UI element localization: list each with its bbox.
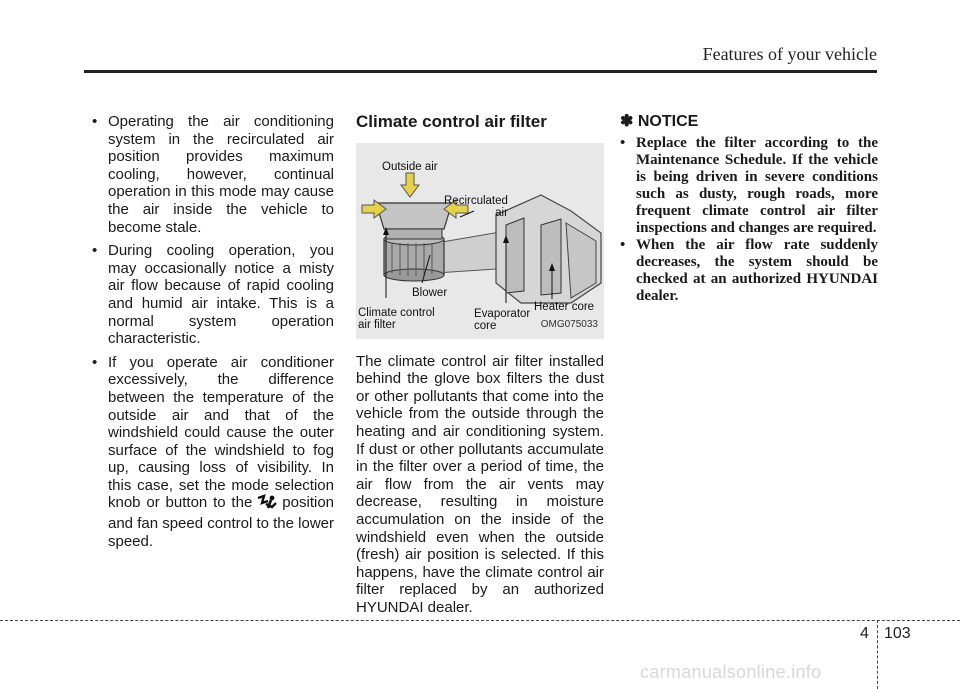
defrost-floor-mode-icon — [256, 494, 278, 515]
bullet-item: • During cooling operation, you may occasionally notice a misty air flow because of rapid cooling and humid air intake. This is a normal system operation characteristic. — [92, 242, 334, 348]
figure-label-blower: Blower — [412, 286, 448, 299]
page-number: 103 — [884, 625, 911, 642]
hvac-diagram — [356, 143, 604, 339]
notice-item: • When the air flow rate suddenly decreases, the system should be checked at an authorized HYUNDAI dealer. — [620, 237, 878, 305]
footer-vertical-rule — [877, 620, 878, 689]
figure-label-recirculated-air: Recirculated air — [444, 194, 508, 219]
watermark: carmanualsonline.info — [640, 662, 822, 682]
bullet-text-before-icon: If you operate air conditioner excessively, the difference between the temperature of the outside air and that of the windshield could cause the outer surface of the windshield to fog up, causing loss of visibility. In this case, set the mode selection knob or button to the — [108, 353, 334, 512]
column-middle — [356, 113, 604, 617]
figure-label-outside-air: Outside air — [382, 160, 438, 173]
header-rule — [84, 70, 877, 73]
bullet-item: • Operating the air conditioning system in the recirculated air position provides maximum cooling, however, continual operation in this mode may cause the air inside the vehicle to become stale. — [92, 113, 334, 236]
figure-code: OMG075033 — [540, 319, 598, 330]
column-right — [620, 113, 878, 305]
chapter-number: 4 — [860, 625, 869, 642]
page-header-title: Features of your vehicle — [702, 44, 877, 64]
figure-label-climate-filter: Climate control air filter — [358, 306, 435, 331]
paragraph: The climate control air filter installed behind the glove box filters the dust or other pollutants that come into the vehicle from the outside through the heating and air conditioning system. If dust or other pollutants accumulate in the filter over a period of time, the air flow from the air vents may decrease, resulting in moisture accumulation on the inside of the windshield even when the outside (fresh) air position is selected. If this happens, have the climate control air filter replaced by an authorized HYUNDAI dealer. — [356, 352, 604, 616]
footer-rule — [0, 620, 960, 621]
bullet-text-after-icon: position and fan speed control to the lower speed. — [108, 494, 334, 550]
notice-item: • Replace the filter according to the Maintenance Schedule. If the vehicle is being driven in severe conditions such as dusty, rough roads, more frequent climate control air filter inspections and changes are required. — [620, 135, 878, 237]
figure-label-evaporator: Evaporator core — [474, 307, 531, 332]
figure-label-heater-core: Heater core — [534, 300, 595, 313]
column-left — [92, 113, 334, 556]
notice-title: ✽ NOTICE — [620, 113, 699, 130]
bullet-item — [92, 354, 334, 551]
section-heading: Climate control air filter — [356, 112, 547, 131]
